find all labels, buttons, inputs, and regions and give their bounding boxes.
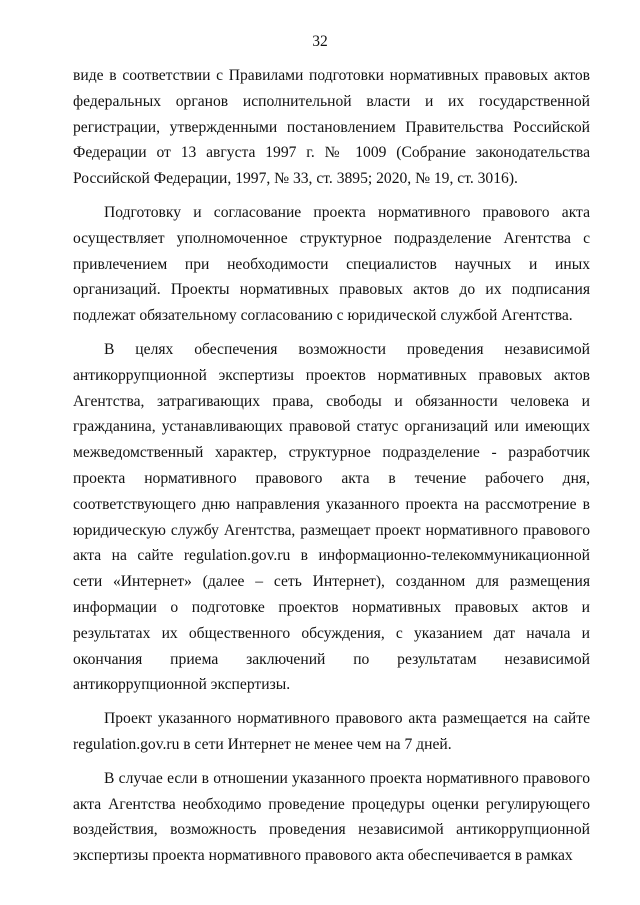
paragraph-regulatory-impact: В случае если в отношении указанного проекта нормативного правового акта Агентства необходимо проведение процедуры оценки регулирующего воздействия, возможность проведения независимой антикоррупционной экспертизы проекта нормативного правового акта обеспечивается в рамках <box>73 769 590 865</box>
document-body <box>73 63 590 869</box>
paragraph-anticorruption-expertise: В целях обеспечения возможности проведения независимой антикоррупционной экспертизы проектов нормативных правовых актов Агентства, затрагивающих права, свободы и обязанности человека и гражданина, устанавливающих правовой статус организаций или имеющих межведомственный характер, структурное подразделение - разработчик проекта нормативного правового акта в течение рабочего дня, соответствующего дню направления указанного проекта на рассмотрение в юридическую службу Агентства, размещает проект нормативного правового акта на сайте regulation.gov.ru в информационно-телекоммуникационной сети «Интернет» (далее – сеть Интернет), созданном для размещения информации о подготовке проектов нормативных правовых актов и результатах их общественного обсуждения, с указанием дат начала и окончания приема заключений по результатам независимой антикоррупционной экспертизы. <box>73 340 590 694</box>
paragraph-continuation: виде в соответствии с Правилами подготовки нормативных правовых актов федеральных органов исполнительной власти и их государственной регистрации, утвержденными постановлением Правительства Российской Федерации от 13 августа 1997 г. № 1009 (Собрание законодательства Российской Федерации, 1997, № 33, ст. 3895; 2020, № 19, ст. 3016). <box>73 67 590 188</box>
paragraph-publication-period: Проект указанного нормативного правового акта размещается на сайте regulation.gov.ru в сети Интернет не менее чем на 7 дней. <box>73 710 590 753</box>
page-number: 32 <box>312 33 328 50</box>
paragraph-drafting-approval: Подготовку и согласование проекта нормативного правового акта осуществляет уполномоченное структурное подразделение Агентства с привлечением при необходимости специалистов научных и иных организаций. Проекты нормативных правовых актов до их подписания подлежат обязательному согласованию с юридической службой Агентства. <box>73 203 590 325</box>
